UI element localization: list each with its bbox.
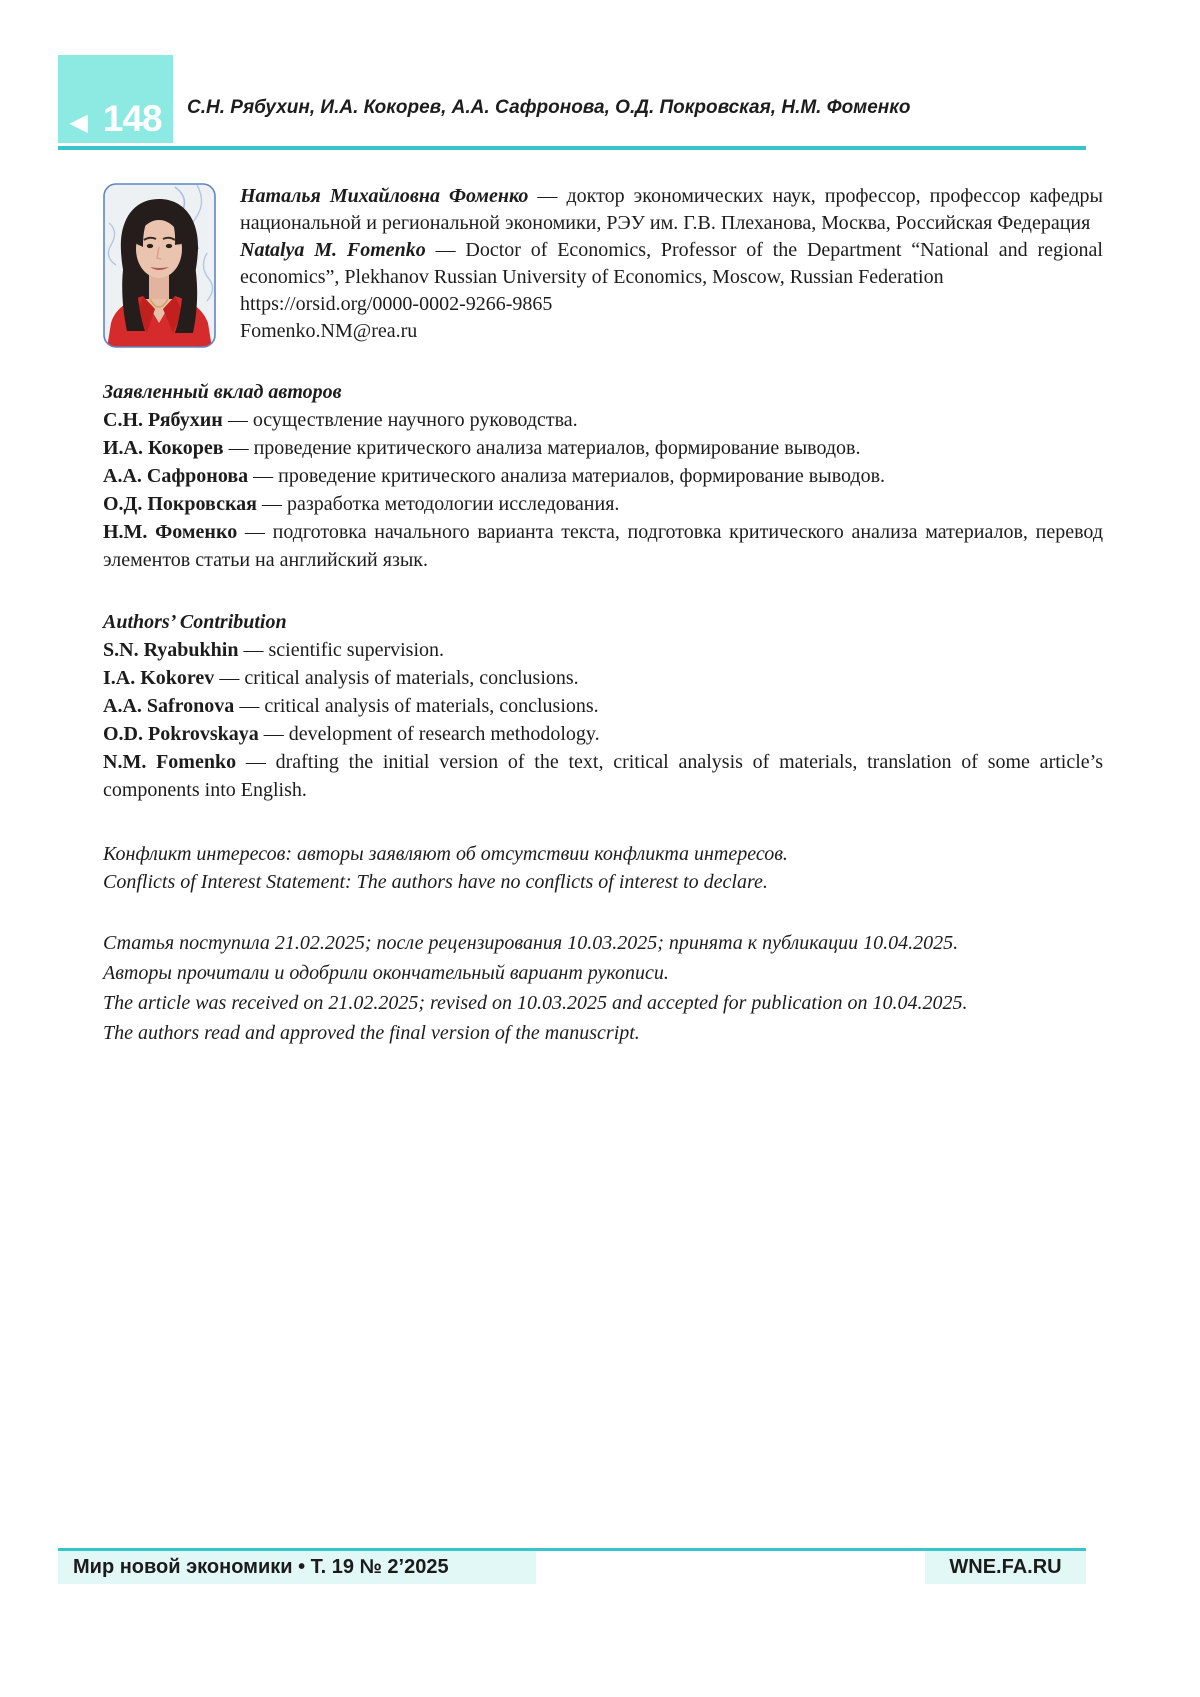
article-dates-section [103,928,1103,1048]
page-content [103,183,1103,1048]
dates-ru-received: Статья поступила 21.02.2025; после рецензирования 10.03.2025; принята к публикации 10.04.2025. [103,932,959,954]
footer-journal-title: Мир новой экономики • Т. 19 № 2’2025 [58,1551,536,1584]
dates-ru-approved: Авторы прочитали и одобрили окончательный вариант рукописи. [103,962,669,984]
author-photo [103,183,216,348]
contributions-en-heading: Authors’ Contribution [103,611,287,633]
contribution-item: A.A. Safronova — critical analysis of materials, conclusions. [103,695,599,717]
author-portrait-image [103,183,216,348]
dates-en-received: The article was received on 21.02.2025; revised on 10.03.2025 and accepted for publication on 10.04.2025. [103,992,968,1014]
email-link[interactable]: Fomenko.NM@rea.ru [240,320,418,342]
contribution-item: И.А. Кокорев — проведение критического анализа материалов, формирование выводов. [103,437,861,459]
page-number-badge [58,55,173,143]
contribution-item: А.А. Сафронова — проведение критического анализа материалов, формирование выводов. [103,465,886,487]
page-number: 148 [102,97,162,139]
contributions-ru-heading: Заявленный вклад авторов [103,381,342,403]
contribution-item: О.Д. Покровская — разработка методологии исследования. [103,493,620,515]
conflict-ru: Конфликт интересов: авторы заявляют об отсутствии конфликта интересов. [103,843,788,865]
contribution-item: Н.М. Фоменко — подготовка начального варианта текста, подготовка критического анализа материалов, перевод элементов статьи на английский язык. [103,521,1103,571]
contribution-item: С.Н. Рябухин — осуществление научного руководства. [103,409,578,431]
running-head-authors: С.Н. Рябухин, И.А. Кокорев, А.А. Сафронова, О.Д. Покровская, Н.М. Фоменко [187,97,911,118]
bio-ru: Наталья Михайловна Фоменко — доктор экономических наук, профессор, профессор кафедры национальной и региональной экономики, РЭУ им. Г.В. Плеханова, Москва, Российская Федерация [240,185,1103,234]
header-rule [58,146,1086,150]
author-bio-text [240,183,1103,348]
contributions-en-section [103,608,1103,804]
contribution-item: O.D. Pokrovskaya — development of research methodology. [103,723,600,745]
dates-en-approved: The authors read and approved the final version of the manuscript. [103,1022,640,1044]
orcid-link[interactable]: https://orsid.org/0000-0002-9266-9865 [240,293,553,315]
contribution-item: N.M. Fomenko — drafting the initial version of the text, critical analysis of materials, translation of some article’s components into English. [103,751,1103,801]
contribution-item: I.A. Kokorev — critical analysis of materials, conclusions. [103,667,579,689]
author-bio-block [103,183,1103,348]
author-name-ru: Наталья Михайловна Фоменко [240,185,529,207]
conflict-of-interest-section [103,840,1103,896]
conflict-en: Conflicts of Interest Statement: The authors have no conflicts of interest to declare. [103,871,768,893]
contribution-item: S.N. Ryabukhin — scientific supervision. [103,639,445,661]
author-name-en: Natalya M. Fomenko [240,239,426,261]
footer-site-link[interactable]: WNE.FA.RU [925,1551,1086,1584]
back-arrow-icon[interactable]: ◀ [69,108,88,136]
bio-en: Natalya M. Fomenko — Doctor of Economics, Professor of the Department “National and regional economics”, Plekhanov Russian University of Economics, Moscow, Russian Federation [240,239,1103,288]
contributions-ru-section [103,378,1103,574]
